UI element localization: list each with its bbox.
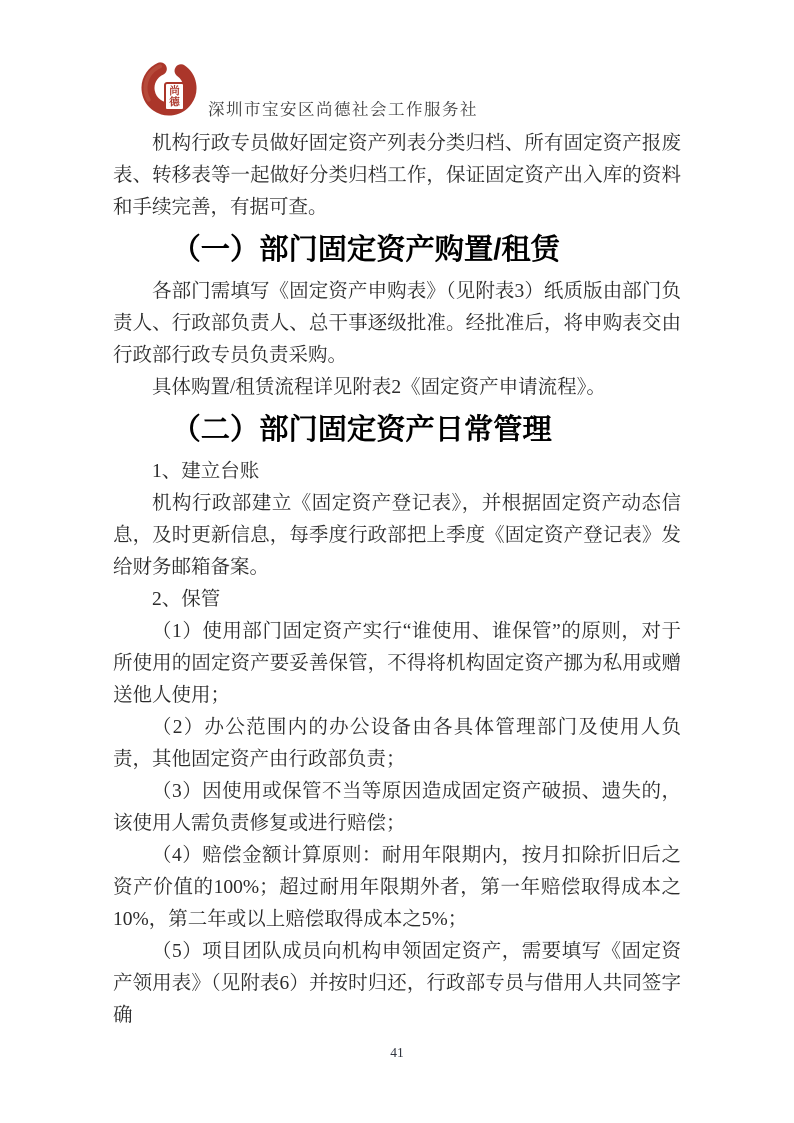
document-body: [113, 128, 681, 1032]
seal-char-bottom: 德: [169, 96, 180, 108]
paragraph: （4）赔偿金额计算原则：耐用年限期内，按月扣除折旧后之资产价值的100%；超过耐用年限期外者，第一年赔偿取得成本之10%，第二年或以上赔偿取得成本之5%；: [113, 845, 681, 930]
paragraph: 具体购置/租赁流程详见附表2《固定资产申请流程》。: [152, 377, 606, 398]
section-heading: （二）部门固定资产日常管理: [171, 414, 552, 446]
paragraph: 机构行政专员做好固定资产列表分类归档、所有固定资产报废表、转移表等一起做好分类归档工作，保证固定资产出入库的资料和手续完善，有据可查。: [113, 133, 681, 218]
paragraph: （2）办公范围内的办公设备由各具体管理部门及使用人负责，其他固定资产由行政部负责；: [113, 717, 681, 770]
org-name: 深圳市宝安区尚德社会工作服务社: [208, 100, 478, 119]
letterhead: [141, 55, 478, 123]
page-footer: [0, 1044, 794, 1062]
seal-char-top: 尚: [169, 85, 180, 97]
shangde-seal: [164, 82, 185, 111]
paragraph: 1、建立台账: [152, 461, 260, 482]
paragraph: （5）项目团队成员向机构申领固定资产，需要填写《固定资产领用表》（见附表6）并按时归还，行政部专员与借用人共同签字确: [113, 941, 681, 1026]
paragraph: （1）使用部门固定资产实行“谁使用、谁保管”的原则，对于所使用的固定资产要妥善保管，不得将机构固定资产挪为私用或赠送他人使用；: [113, 621, 681, 706]
paragraph: 机构行政部建立《固定资产登记表》，并根据固定资产动态信息，及时更新信息，每季度行政部把上季度《固定资产登记表》发给财务邮箱备案。: [113, 493, 681, 578]
org-logo: [141, 55, 205, 123]
section-heading: （一）部门固定资产购置/租赁: [171, 234, 560, 266]
paragraph: 各部门需填写《固定资产申购表》（见附表3）纸质版由部门负责人、行政部负责人、总干事逐级批准。经批准后，将申购表交由行政部行政专员负责采购。: [113, 281, 681, 366]
page-number: 41: [390, 1045, 404, 1060]
paragraph: 2、保管: [152, 589, 221, 610]
paragraph: （3）因使用或保管不当等原因造成固定资产破损、遗失的，该使用人需负责修复或进行赔偿；: [113, 781, 681, 834]
